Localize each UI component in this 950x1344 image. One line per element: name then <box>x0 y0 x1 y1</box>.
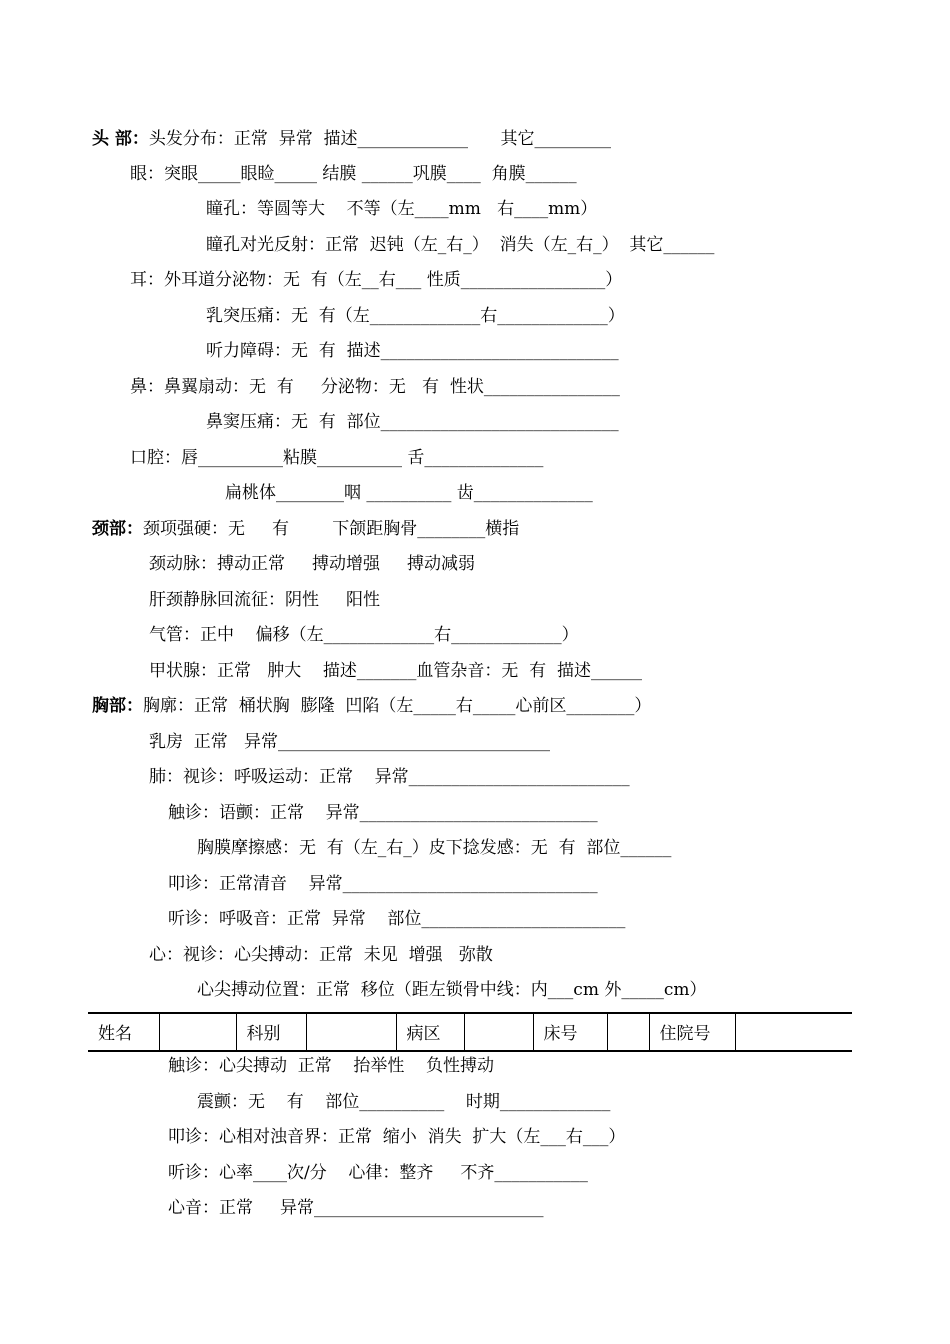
form-line <box>206 410 619 434</box>
name-value[interactable] <box>159 1013 236 1050</box>
form-line <box>92 694 651 718</box>
form-line <box>206 233 714 257</box>
form-line-text: 甲状腺：正常 肿大 描述_______血管杂音：无 有 描述______ <box>149 661 642 681</box>
form-line-text: 鼻窦压痛：无 有 部位____________________________ <box>206 412 619 432</box>
form-line <box>149 659 642 683</box>
admission-no-value[interactable] <box>735 1013 852 1050</box>
form-line-text: 气管：正中 偏移（左_____________右_____________） <box>149 625 579 645</box>
form-line <box>197 1090 610 1114</box>
ward-label: 病区 <box>396 1013 464 1050</box>
form-line-text: 头发分布：正常 异常 描述_____________ 其它_________ <box>148 129 611 149</box>
form-line <box>197 978 707 1002</box>
form-line <box>206 339 619 363</box>
form-line-text: 鼻：鼻翼扇动：无 有 分泌物：无 有 性状________________ <box>130 377 620 397</box>
form-line <box>225 481 593 505</box>
patient-header-bar <box>88 1013 852 1050</box>
form-line <box>149 623 579 647</box>
section-heading: 胸部： <box>92 696 143 716</box>
form-line <box>168 1196 544 1220</box>
form-line-text: 扁桃体________咽 __________ 齿______________ <box>225 483 593 503</box>
form-line <box>130 162 577 186</box>
form-line <box>149 552 475 576</box>
form-line-text: 叩诊：正常清音 异常______________________________ <box>168 874 598 894</box>
form-line-text: 耳：外耳道分泌物：无 有（左__右___ 性质_________________） <box>130 270 623 290</box>
form-line <box>149 943 493 967</box>
form-line <box>168 907 625 931</box>
form-line <box>149 588 380 612</box>
form-line-text: 颈动脉：搏动正常 搏动增强 搏动减弱 <box>149 554 476 574</box>
name-label: 姓名 <box>98 1024 132 1044</box>
form-line <box>206 197 597 221</box>
section-heading: 头 部： <box>92 129 149 149</box>
admission-no-label: 住院号 <box>649 1013 735 1050</box>
form-line-text: 口腔：唇__________粘膜__________ 舌______________ <box>130 448 544 468</box>
form-line-text: 心：视诊：心尖搏动：正常 未见 增强 弥散 <box>149 945 493 965</box>
form-line-text: 叩诊：心相对浊音界：正常 缩小 消失 扩大（左___右___） <box>168 1127 626 1147</box>
form-line-text: 乳房 正常 异常________________________________ <box>149 732 551 752</box>
ward-value[interactable] <box>464 1013 533 1050</box>
form-line <box>130 375 620 399</box>
form-line-text: 乳突压痛：无 有（左_____________右_____________） <box>206 306 625 326</box>
form-line-text: 触诊：语颤：正常 异常____________________________ <box>168 803 598 823</box>
form-line <box>149 765 630 789</box>
form-line <box>149 730 550 754</box>
form-line <box>130 268 622 292</box>
form-line <box>168 1125 625 1149</box>
form-line-text: 震颤：无 有 部位__________ 时期_____________ <box>197 1092 611 1112</box>
form-line-text: 颈项强硬：无 有 下颌距胸骨________横指 <box>143 519 520 539</box>
form-line-text: 肺：视诊：呼吸运动：正常 异常__________________________ <box>149 767 630 787</box>
form-line-text: 触诊：心尖搏动 正常 抬举性 负性搏动 <box>168 1056 495 1076</box>
form-line-text: 肝颈静脉回流征：阴性 阳性 <box>149 590 381 610</box>
header-bar-bottom-rule <box>88 1050 852 1052</box>
form-line <box>197 836 671 860</box>
form-line-text: 听诊：心率____次/分 心律：整齐 不齐___________ <box>168 1163 588 1183</box>
form-line <box>168 1054 494 1078</box>
form-line-text: 瞳孔对光反射：正常 迟钝（左_右_） 消失（左_右_） 其它______ <box>206 235 715 255</box>
form-line-text: 听诊：呼吸音：正常 异常 部位________________________ <box>168 909 626 929</box>
form-line-text: 胸膜摩擦感：无 有（左_右_）皮下捻发感：无 有 部位______ <box>197 838 672 858</box>
form-line-text: 听力障碍：无 有 描述____________________________ <box>206 341 619 361</box>
form-line-text: 心音：正常 异常___________________________ <box>168 1198 544 1218</box>
section-heading: 颈部： <box>92 519 143 539</box>
form-line <box>168 801 598 825</box>
bed-value[interactable] <box>607 1013 649 1050</box>
form-line <box>168 1161 588 1185</box>
form-line-text: 眼：突眼_____眼睑_____ 结膜 ______巩膜____ 角膜______ <box>130 164 577 184</box>
form-line <box>168 872 598 896</box>
form-line-text: 瞳孔：等圆等大 不等（左____mm 右____mm） <box>206 199 598 219</box>
form-line <box>206 304 625 328</box>
department-label: 科别 <box>236 1013 306 1050</box>
form-line-text: 心尖搏动位置：正常 移位（距左锁骨中线：内___cm 外_____cm） <box>197 980 707 1000</box>
department-value[interactable] <box>306 1013 396 1050</box>
form-line-text: 胸廓：正常 桶状胸 膨隆 凹陷（左_____右_____心前区________） <box>143 696 652 716</box>
form-line <box>92 517 519 541</box>
form-line <box>130 446 543 470</box>
bed-label: 床号 <box>533 1013 607 1050</box>
form-line <box>92 127 611 151</box>
